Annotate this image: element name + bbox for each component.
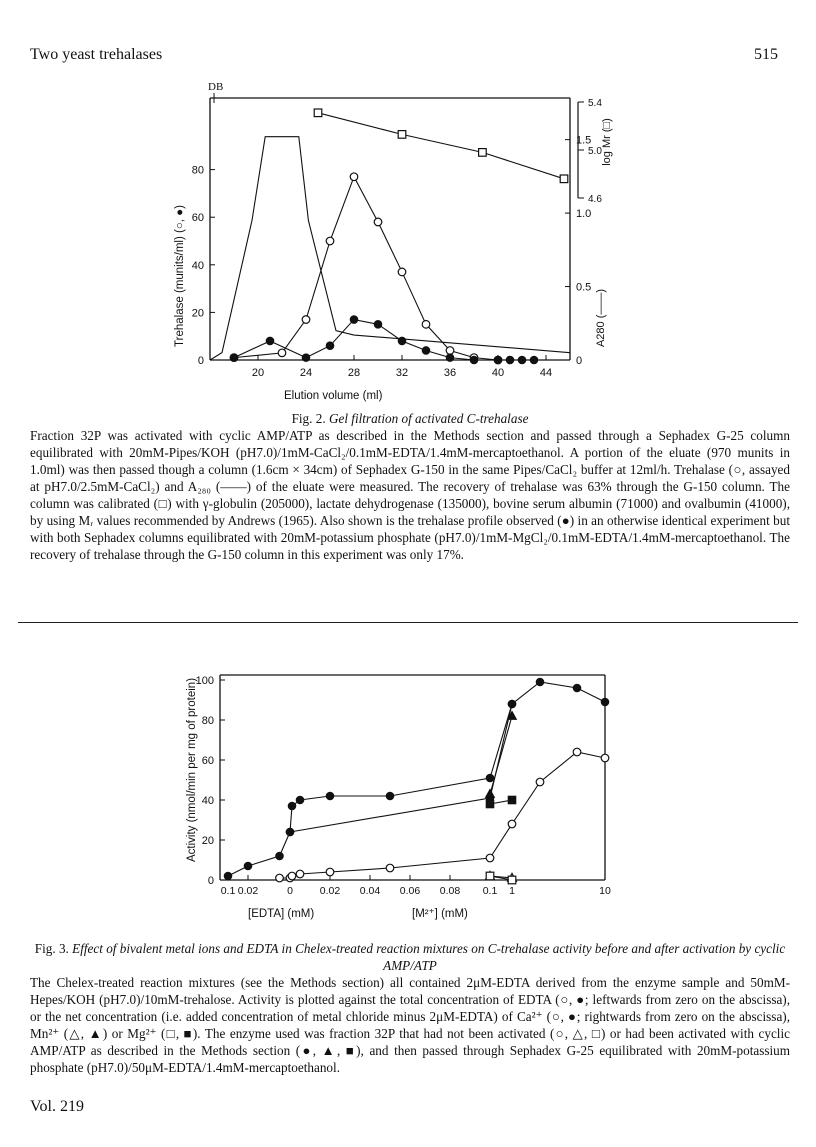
fig2-xlabel: Elution volume (ml) — [284, 390, 383, 402]
y3-tick-label: 5.4 — [588, 98, 602, 109]
data-point — [508, 820, 516, 828]
section-divider — [18, 622, 798, 623]
data-point — [446, 347, 454, 355]
data-point — [326, 868, 334, 876]
y-tick-label: 20 — [201, 835, 214, 847]
data-point — [224, 872, 232, 880]
y3-tick-label: 4.6 — [588, 194, 602, 205]
y2-tick-label: 0.5 — [576, 281, 592, 294]
data-point — [508, 796, 516, 804]
data-point — [486, 774, 494, 782]
data-point — [266, 337, 274, 345]
data-point — [398, 131, 406, 139]
data-point — [422, 347, 430, 355]
data-point — [350, 173, 358, 181]
data-point — [296, 796, 304, 804]
data-point — [494, 356, 502, 364]
data-point — [302, 316, 310, 324]
x-tick-label: 28 — [347, 367, 361, 379]
data-point — [518, 356, 526, 364]
data-point — [326, 237, 334, 245]
y-tick-label: 40 — [201, 795, 214, 807]
x-tick-label: 0.1 — [482, 885, 498, 897]
series-line — [290, 704, 512, 832]
x-tick-label: 36 — [443, 367, 457, 379]
y-tick-label: 100 — [195, 675, 214, 687]
series-line — [490, 716, 512, 794]
data-point — [422, 321, 430, 329]
fig3-ylabel: Activity (nmol/min per mg of protein) — [186, 677, 198, 863]
volume-footer: Vol. 219 — [30, 1098, 84, 1115]
data-point — [398, 268, 406, 276]
data-point — [326, 342, 334, 350]
figure-2-label: Fig. 2. — [291, 411, 326, 426]
y-tick-label: 40 — [191, 259, 204, 272]
figure-3-chart — [0, 660, 816, 930]
data-point — [278, 349, 286, 357]
y-tick-label: 60 — [191, 212, 204, 225]
series-line — [234, 177, 498, 360]
series-line — [280, 752, 606, 878]
data-point — [244, 862, 252, 870]
data-point — [350, 316, 358, 324]
figure-3-caption — [30, 940, 790, 1076]
data-point — [508, 876, 516, 884]
data-point — [386, 792, 394, 800]
data-point — [486, 789, 495, 797]
data-point — [276, 874, 284, 882]
figure-3-title: Effect of bivalent metal ions and EDTA in Chelex-treated reaction mixtures on C-trehalase activity before and after activation by cyclic AMP/ATP — [72, 941, 786, 973]
y-tick-label: 60 — [201, 755, 214, 767]
data-point — [446, 354, 454, 362]
x-tick-label: 24 — [299, 367, 313, 379]
x-tick-label: 0.06 — [399, 885, 421, 897]
data-point — [486, 854, 494, 862]
x-tick-label: 10 — [599, 885, 611, 897]
data-point — [601, 698, 609, 706]
data-point — [288, 872, 296, 880]
figure-2-caption-text: Fraction 32P was activated with cyclic AMP/ATP as described in the Methods section and passed through a Sephadex G-25 column equilibrated with 20mM-Pipes/KOH (pH7.0)/1mM-CaCl₂/0.1mM-EDTA/1.4mM-mercaptoethanol. A portion of the eluate (970 munits in 1.0ml) was then passed though a column (1.6cm × 34cm) of Sephadex G-150 in the same Pipes/CaCl₂ buffer at 12ml/h. Trehalase (○, assayed at pH7.0/2.5mM-CaCl₂) and A₂₈₀ (——) of the eluate were measured. The recovery of trehalase was 63% through the G-150 column. The column was calibrated (□) with γ-globulin (205000), lactate dehydrogenase (135000), bovine serum albumin (71000) and ovalbumin (41000), by using Mᵣ values recommended by Andrews (1965). Also shown is the trehalase profile observed (●) in an otherwise identical experiment but with both Sephadex columns equilibrated with 20mM-potassium phosphate (pH7.0)/1mM-MgCl₂/0.1mM-EDTA/1.4mM-mercaptoethanol. The recovery of trehalase through the G-150 column in this experiment was only 17%. — [30, 428, 790, 562]
data-point — [536, 778, 544, 786]
data-point — [601, 754, 609, 762]
y2-tick-label: 0 — [576, 355, 583, 367]
fig2-ylabel: Trehalase (munits/ml) (○, ●) — [174, 205, 186, 347]
figure-3-title-line — [30, 940, 790, 974]
data-point — [386, 864, 394, 872]
figure-3-caption-text: The Chelex-treated reaction mixtures (see the Methods section) all contained 2μM-EDTA derived from the enzyme sample and 50mM-Hepes/KOH (pH7.0)/10mM-trehalose. Activity is plotted against the total concentration of EDTA (○, ●; leftwards from zero on the abscissa), or the net concentration (i.e. added concentration of metal chloride minus 2μM-EDTA) of Ca²⁺ (○, ●; rightwards from zero on the abscissa), Mn²⁺ (△, ▲) or Mg²⁺ (□, ■). The enzyme used was fraction 32P that had not been activated (○, △, □) or had been activated with cyclic AMP/ATP as described in the Methods section (●, ▲, ■), and then passed through Sephadex G-25 equilibrated with 20mM-potassium phosphate (pH7.0)/50μM-EDTA/1.4mM-mercaptoethanol. — [30, 975, 790, 1075]
y-tick-label: 20 — [191, 307, 204, 320]
data-point — [560, 175, 568, 183]
data-point — [276, 852, 284, 860]
fig2-y3label: log Mr (□) — [601, 118, 613, 166]
data-point — [230, 354, 238, 362]
data-point — [296, 870, 304, 878]
page-number: 515 — [754, 46, 778, 63]
figure-2-title-line — [30, 410, 790, 427]
data-point — [506, 356, 514, 364]
fig3-xlabel-right: [M²⁺] (mM) — [412, 908, 468, 920]
figure-3-label: Fig. 3. — [34, 941, 69, 956]
x-tick-label: 40 — [491, 367, 505, 379]
data-point — [326, 792, 334, 800]
x-tick-label: 0.1 — [220, 885, 236, 897]
data-point — [536, 678, 544, 686]
data-point — [486, 800, 494, 808]
data-point — [288, 802, 296, 810]
x-tick-label: 32 — [395, 367, 409, 379]
data-point — [530, 356, 538, 364]
series-line — [228, 682, 605, 876]
x-tick-label: 0 — [287, 885, 293, 897]
data-point — [374, 321, 382, 329]
y2-tick-label: 1.0 — [576, 208, 592, 221]
x-tick-label: 44 — [539, 367, 553, 379]
x-tick-label: 0.08 — [439, 885, 461, 897]
x-tick-label: 20 — [251, 367, 265, 379]
data-point — [486, 872, 494, 880]
data-point — [573, 748, 581, 756]
figure-2-caption — [30, 410, 790, 563]
y-tick-label: 80 — [201, 715, 214, 727]
y2-tick-label: 1.5 — [576, 134, 592, 147]
series-line — [318, 113, 564, 179]
data-point — [286, 828, 294, 836]
data-point — [573, 684, 581, 692]
x-tick-label: 1 — [509, 885, 515, 897]
data-point — [470, 356, 478, 364]
data-point — [314, 109, 322, 117]
y-tick-label: 80 — [191, 164, 204, 177]
figure-2-chart — [0, 80, 816, 410]
data-point — [479, 149, 487, 157]
running-title: Two yeast trehalases — [30, 46, 163, 63]
y3-tick-label: 5.0 — [588, 146, 602, 157]
data-point — [302, 354, 310, 362]
y-tick-label: 0 — [197, 355, 204, 367]
db-annotation: DB — [208, 81, 224, 93]
fig3-xlabel-left: [EDTA] (mM) — [248, 908, 315, 920]
data-point — [508, 700, 516, 708]
fig2-y2label: A280 (——) — [595, 288, 607, 348]
data-point — [374, 218, 382, 226]
series-line — [210, 137, 570, 360]
y-tick-label: 0 — [207, 875, 214, 887]
x-tick-label: 0.02 — [319, 885, 341, 897]
x-tick-label: 0.02 — [237, 885, 259, 897]
figure-2-title: Gel filtration of activated C-trehalase — [328, 411, 529, 426]
x-tick-label: 0.04 — [359, 885, 381, 897]
